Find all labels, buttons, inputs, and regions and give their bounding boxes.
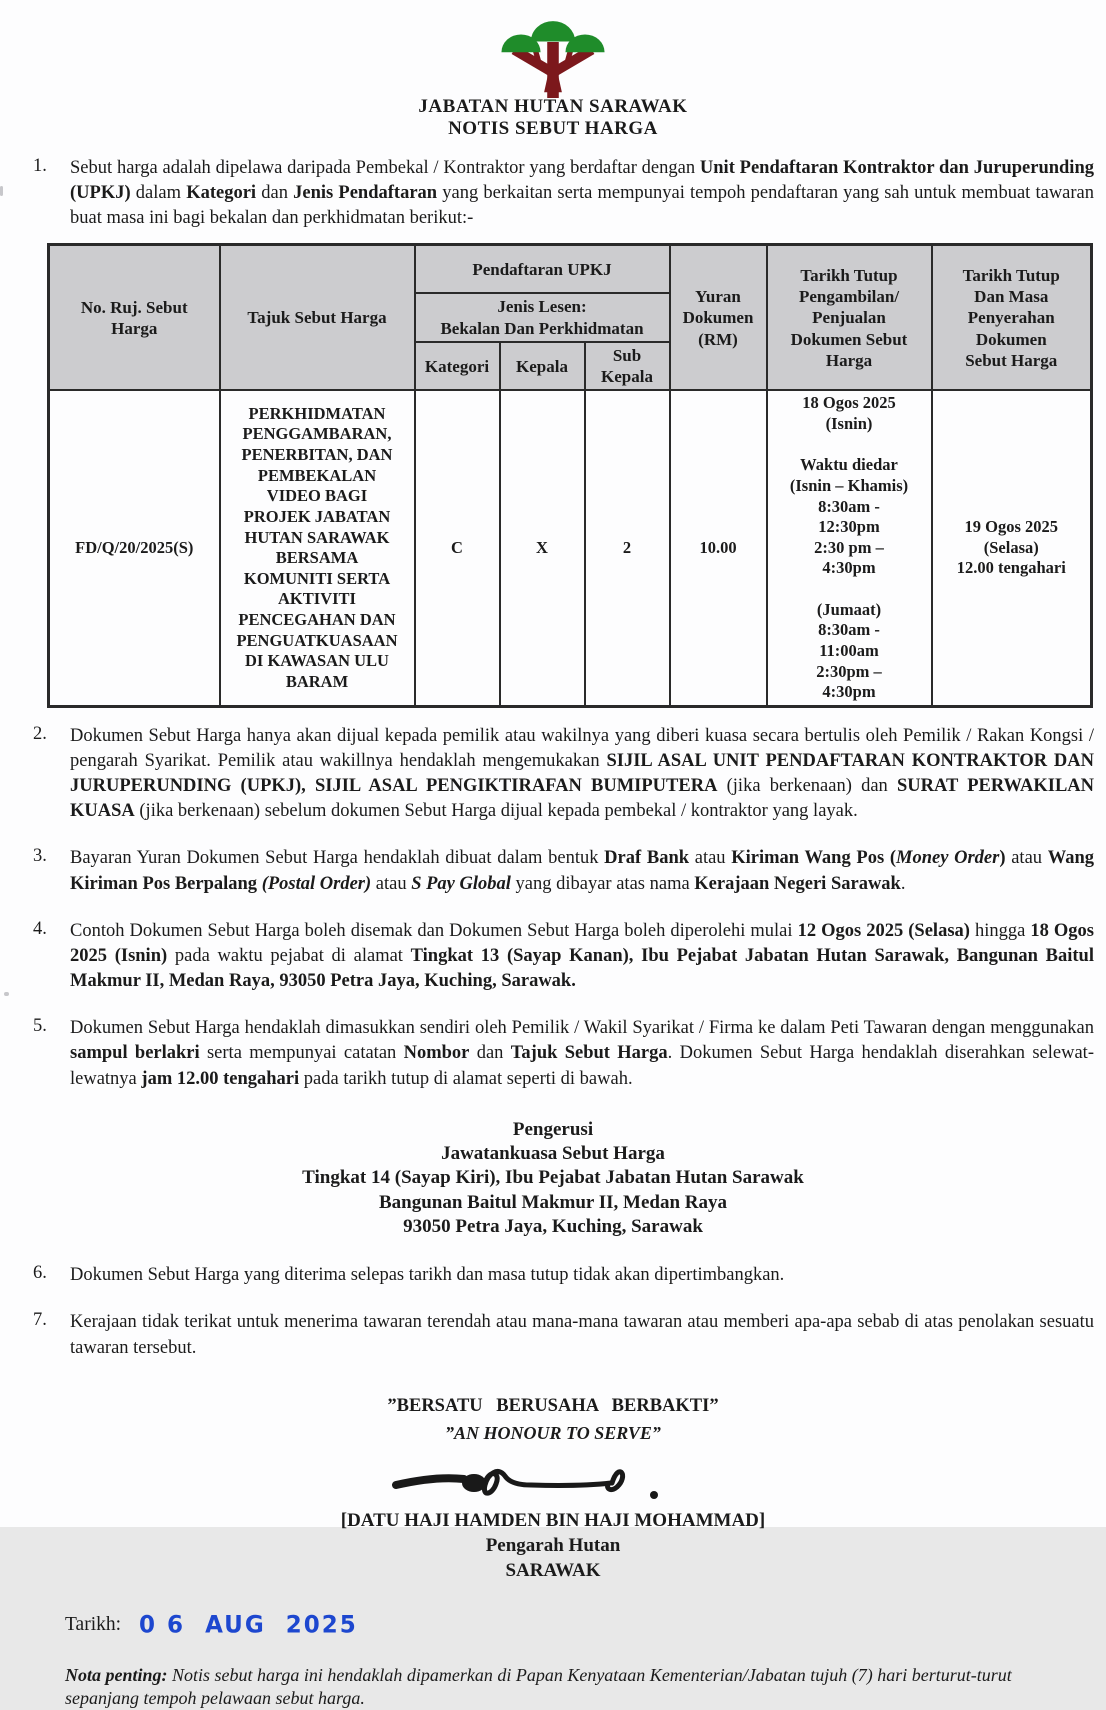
document-header <box>0 0 1106 140</box>
col-header-yuran: Yuran Dokumen (RM) <box>670 245 767 391</box>
col-header-kepala: Kepala <box>500 342 585 391</box>
tender-table <box>47 243 1093 707</box>
submission-address-block <box>0 1118 1106 1240</box>
signatory-name: [DATU HAJI HAMDEN BIN HAJI MOHAMMAD] <box>340 1510 766 1532</box>
item-number: 5. <box>33 1016 47 1037</box>
motto-line-english: ”AN HONOUR TO SERVE” <box>445 1423 661 1444</box>
item-text: Kerajaan tidak terikat untuk menerima tawaran terendah atau mana-mana tawaran atau memberi apa-apa sebab di atas penolakan sesuatu tawaran tersebut. <box>70 1312 1094 1358</box>
address-line: Pengerusi <box>512 1118 594 1140</box>
item-number: 7. <box>33 1310 47 1331</box>
notice-item-7 <box>0 1310 1106 1360</box>
table-row <box>49 390 1092 706</box>
item-text: Sebut harga adalah dipelawa daripada Pembekal / Kontraktor yang berdaftar dengan Unit Pendaftaran Kontraktor dan Juruperunding (UPKJ) dalam Kategori dan Jenis Pendaftaran yang berkaitan serta mempunyai tempoh pendaftaran yang sah untuk membuat tawaran buat masa ini bagi bekalan dan perkhidmatan berikut:- <box>70 158 1095 229</box>
col-header-tarikh-pengambilan: Tarikh Tutup Pengambilan/ Penjualan Dokumen Sebut Harga <box>767 245 932 391</box>
date-stamp: 0 6 AUG 2025 <box>139 1610 358 1639</box>
item-number: 2. <box>33 723 47 744</box>
notice-item-6 <box>0 1263 1106 1288</box>
item-text: Contoh Dokumen Sebut Harga boleh disemak dan Dokumen Sebut Harga boleh diperolehi mulai 12 Ogos 2025 (Selasa) hingga 18 Ogos 2025 (Isnin) pada waktu pejabat di alamat Tingkat 13 (Sayap Kanan), Ibu Pejabat Jabatan Hutan Sarawak, Bangunan Baitul Makmur II, Medan Raya, 93050 Petra Jaya, Kuching, Sarawak. <box>70 920 1095 992</box>
scan-artifact <box>0 186 3 196</box>
signatory-title: Pengarah Hutan <box>485 1535 621 1557</box>
cell-tajuk: PERKHIDMATAN PENGGAMBARAN, PENERBITAN, DAN PEMBEKALAN VIDEO BAGI PROJEK JABATAN HUTAN SARAWAK BERSAMA KOMUNITI SERTA AKTIVITI PENCEGAHAN DAN PENGUATKUASAAN DI KAWASAN ULU BARAM <box>220 390 415 706</box>
forest-department-tree-logo-icon <box>0 14 1106 94</box>
cell-tarikh-penyerahan: 19 Ogos 2025 (Selasa) 12.00 tengahari <box>932 390 1092 706</box>
notice-item-3 <box>0 846 1106 896</box>
note-label: Nota penting: <box>65 1664 168 1685</box>
cell-kategori: C <box>415 390 500 706</box>
address-line: 93050 Petra Jaya, Kuching, Sarawak <box>403 1215 703 1237</box>
cell-sub-kepala: 2 <box>585 390 670 706</box>
cell-ref-no: FD/Q/20/2025(S) <box>49 390 220 706</box>
notice-item-1 <box>0 156 1106 231</box>
tender-table-wrap <box>0 243 1106 707</box>
col-header-tarikh-penyerahan: Tarikh Tutup Dan Masa Penyerahan Dokumen Sebut Harga <box>932 245 1092 391</box>
col-header-jenis-lesen: Jenis Lesen: Bekalan Dan Perkhidmatan <box>415 293 670 342</box>
notice-item-4 <box>0 919 1106 994</box>
scan-artifact <box>4 992 9 996</box>
signatory-org: SARAWAK <box>505 1559 601 1581</box>
cell-kepala: X <box>500 390 585 706</box>
signatory-block <box>0 1509 1106 1583</box>
address-line: Bangunan Baitul Makmur II, Medan Raya <box>378 1191 728 1213</box>
col-header-no-ruj: No. Ruj. Sebut Harga <box>49 245 220 391</box>
cell-yuran: 10.00 <box>670 390 767 706</box>
signature-image <box>0 1453 1106 1509</box>
item-number: 3. <box>33 846 47 867</box>
item-text: Bayaran Yuran Dokumen Sebut Harga hendaklah dibuat dalam bentuk Draf Bank atau Kiriman Wang Pos (Money Order) atau Wang Kiriman Pos Berpalang (Postal Order) atau S Pay Global yang dibayar atas nama Kerajaan Negeri Sarawak. <box>70 848 1095 894</box>
col-header-pendaftaran-upkj: Pendaftaran UPKJ <box>415 245 670 294</box>
col-header-sub-kepala: Sub Kepala <box>585 342 670 391</box>
date-label: Tarikh: <box>65 1613 122 1635</box>
item-number: 6. <box>33 1263 47 1284</box>
col-header-tajuk: Tajuk Sebut Harga <box>220 245 415 391</box>
cell-tarikh-pengambilan: 18 Ogos 2025 (Isnin) Waktu diedar (Isnin – Khamis) 8:30am - 12:30pm 2:30 pm – 4:30pm (Jumaat) 8:30am - 11:00am 2:30pm – 4:30pm <box>767 390 932 706</box>
org-title: JABATAN HUTAN SARAWAK <box>418 96 688 117</box>
important-note <box>0 1664 1106 1710</box>
col-header-kategori: Kategori <box>415 342 500 391</box>
note-text: Notis sebut harga ini hendaklah dipamerkan di Papan Kenyataan Kementerian/Jabatan tujuh (7) hari berturut-turut sepanjang tempoh pelawaan sebut harga. <box>65 1664 1012 1708</box>
address-line: Tingkat 14 (Sayap Kiri), Ibu Pejabat Jabatan Hutan Sarawak <box>302 1167 804 1189</box>
motto-block <box>0 1395 1106 1446</box>
item-text: Dokumen Sebut Harga hanya akan dijual kepada pemilik atau wakilnya yang diberi kuasa secara bertulis oleh Pemilik / Rakan Kongsi / pengarah Syarikat. Pemilik atau wakillnya hendaklah mengemukakan SIJIL ASAL UNIT PENDAFTARAN KONTRAKTOR DAN JURUPERUNDING (UPKJ), SIJIL ASAL PENGIKTIRAFAN BUMIPUTERA (jika berkenaan) dan SURAT PERWAKILAN KUASA (jika berkenaan) sebelum dokumen Sebut Harga dijual kepada pembekal / kontraktor yang layak. <box>70 725 1095 822</box>
notice-item-5 <box>0 1016 1106 1091</box>
item-text: Dokumen Sebut Harga yang diterima selepas tarikh dan masa tutup tidak akan dipertimbangkan. <box>70 1265 785 1286</box>
date-row <box>0 1612 1106 1638</box>
item-number: 4. <box>33 918 47 939</box>
notice-item-2 <box>0 724 1106 825</box>
item-number: 1. <box>33 156 47 176</box>
motto-line-malay: ”BERSATU BERUSAHA BERBAKTI” <box>387 1395 719 1416</box>
address-line: Jawatankuasa Sebut Harga <box>441 1143 665 1165</box>
doc-title: NOTIS SEBUT HARGA <box>448 118 658 139</box>
item-text: Dokumen Sebut Harga hendaklah dimasukkan sendiri oleh Pemilik / Wakil Syarikat / Firma ke dalam Peti Tawaran dengan menggunakan sampul berlakri serta mempunyai catatan Nombor dan Tajuk Sebut Harga. Dokumen Sebut Harga hendaklah diserahkan selewat-lewatnya jam 12.00 tengahari pada tarikh tutup di alamat seperti di bawah. <box>70 1018 1094 1089</box>
